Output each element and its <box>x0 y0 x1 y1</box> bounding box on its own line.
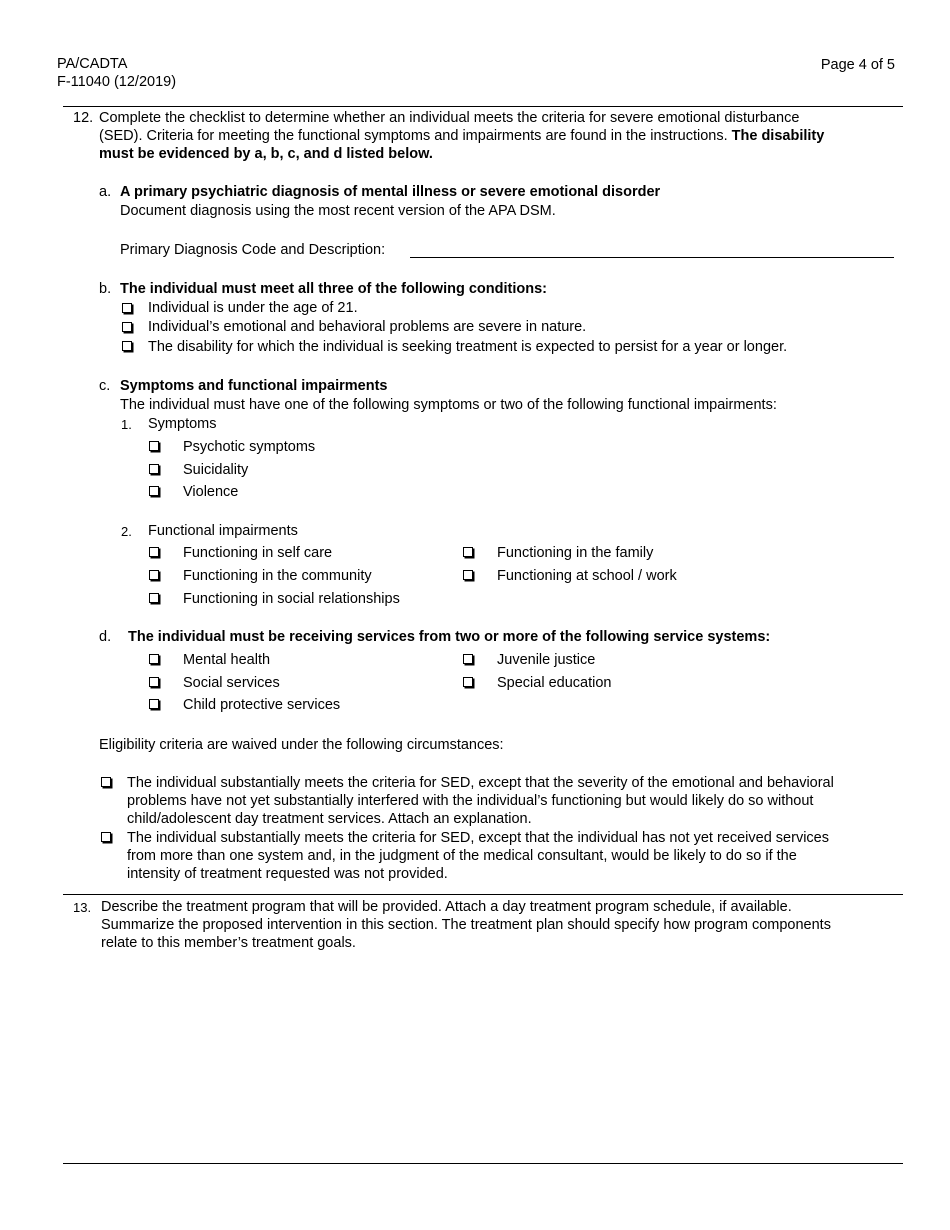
symptoms-label: Symptoms <box>148 416 217 432</box>
checkbox-label-community: Functioning in the community <box>183 568 372 584</box>
checkbox-school-work[interactable] <box>463 570 473 580</box>
q12-number: 12. <box>73 110 94 126</box>
q12c-letter: c. <box>99 378 111 394</box>
checkbox-violence[interactable] <box>149 486 159 496</box>
q12a-subtext: Document diagnosis using the most recent version of the APA DSM. <box>120 203 556 219</box>
checkbox-family[interactable] <box>463 547 473 557</box>
waiver-severity-line3: child/adolescent day treatment services. Attach an explanation. <box>127 811 532 827</box>
checkbox-mental-health[interactable] <box>149 654 159 664</box>
q12a-letter: a. <box>99 184 112 200</box>
checkbox-under-21[interactable] <box>122 303 132 313</box>
q13-number: 13. <box>73 900 92 915</box>
primary-diagnosis-underline <box>410 257 894 258</box>
checkbox-suicidality[interactable] <box>149 464 159 474</box>
waiver-one-system-line2: from more than one system and, in the judgment of the medical consultant, would be likely to do so if the <box>127 848 797 864</box>
primary-diagnosis-field[interactable] <box>410 241 893 258</box>
q12-intro-line1: Complete the checklist to determine whether an individual meets the criteria for severe emotional disturbance <box>99 110 800 126</box>
checkbox-community[interactable] <box>149 570 159 580</box>
q12-intro-line2-plain: (SED). Criteria for meeting the functional symptoms and impairments are found in the instructions. <box>99 128 728 144</box>
checkbox-child-protective[interactable] <box>149 699 159 709</box>
impairments-number: 2. <box>121 524 132 539</box>
checkbox-label-violence: Violence <box>183 484 239 500</box>
q12b-heading: The individual must meet all three of the following conditions: <box>120 281 547 297</box>
q12-intro-line3: must be evidenced by a, b, c, and d listed below. <box>99 146 433 162</box>
agency-code: PA/CADTA <box>57 56 128 72</box>
section-divider-q13 <box>63 894 903 895</box>
checkbox-self-care[interactable] <box>149 547 159 557</box>
q12b-letter: b. <box>99 281 112 297</box>
q12-intro-line2 <box>99 127 824 145</box>
checkbox-special-education[interactable] <box>463 677 473 687</box>
symptoms-number: 1. <box>121 417 132 432</box>
checkbox-label-child-protective: Child protective services <box>183 697 341 713</box>
checkbox-waiver-one-system[interactable] <box>101 832 111 842</box>
q13-line2: Summarize the proposed intervention in this section. The treatment plan should specify how program components <box>101 917 831 933</box>
checkbox-label-family: Functioning in the family <box>497 545 654 561</box>
section-divider-bottom <box>63 1163 903 1164</box>
q13-line3: relate to this member’s treatment goals. <box>101 935 356 951</box>
checkbox-label-mental-health: Mental health <box>183 652 271 668</box>
section-divider-top <box>63 106 903 107</box>
checkbox-label-self-care: Functioning in self care <box>183 545 333 561</box>
checkbox-psychotic-symptoms[interactable] <box>149 441 159 451</box>
checkbox-label-severe-problems: Individual’s emotional and behavioral problems are severe in nature. <box>148 319 587 335</box>
checkbox-label-social-services: Social services <box>183 675 280 691</box>
checkbox-label-psychotic-symptoms: Psychotic symptoms <box>183 439 316 455</box>
page-number: Page 4 of 5 <box>820 57 895 73</box>
q12d-letter: d. <box>99 629 112 645</box>
waiver-severity-line1: The individual substantially meets the criteria for SED, except that the severity of the emotional and behavioral <box>127 775 834 791</box>
checkbox-social-services[interactable] <box>149 677 159 687</box>
checkbox-social-relationships[interactable] <box>149 593 159 603</box>
waiver-one-system-line3: intensity of treatment requested was not provided. <box>127 866 448 882</box>
impairments-label: Functional impairments <box>148 523 298 539</box>
primary-diagnosis-label: Primary Diagnosis Code and Description: <box>120 242 386 258</box>
checkbox-label-suicidality: Suicidality <box>183 462 249 478</box>
checkbox-severe-problems[interactable] <box>122 322 132 332</box>
q12c-subtext: The individual must have one of the following symptoms or two of the following functional impairments: <box>120 397 777 413</box>
q13-line1: Describe the treatment program that will be provided. Attach a day treatment program schedule, if available. <box>101 899 792 915</box>
checkbox-label-juvenile-justice: Juvenile justice <box>497 652 596 668</box>
waiver-intro: Eligibility criteria are waived under the following circumstances: <box>99 737 504 753</box>
q12-intro-line2-bold: The disability <box>731 128 825 144</box>
q12c-heading: Symptoms and functional impairments <box>120 378 388 394</box>
q13-response-area[interactable] <box>73 960 893 1156</box>
checkbox-label-under-21: Individual is under the age of 21. <box>148 300 358 316</box>
q12a-heading: A primary psychiatric diagnosis of mental illness or severe emotional disorder <box>120 184 661 200</box>
checkbox-label-persist-year: The disability for which the individual is seeking treatment is expected to persist for a year or longer. <box>148 339 788 355</box>
checkbox-waiver-severity[interactable] <box>101 777 111 787</box>
checkbox-label-social-relationships: Functioning in social relationships <box>183 591 400 607</box>
checkbox-persist-year[interactable] <box>122 341 132 351</box>
checkbox-label-school-work: Functioning at school / work <box>497 568 677 584</box>
checkbox-label-special-education: Special education <box>497 675 612 691</box>
checkbox-juvenile-justice[interactable] <box>463 654 473 664</box>
waiver-severity-line2: problems have not yet substantially interfered with the individual’s functioning but would likely do so without <box>127 793 814 809</box>
form-number: F-11040 (12/2019) <box>57 74 177 90</box>
q12d-heading: The individual must be receiving services from two or more of the following service systems: <box>128 629 771 645</box>
waiver-one-system-line1: The individual substantially meets the criteria for SED, except that the individual has not yet received services <box>127 830 829 846</box>
